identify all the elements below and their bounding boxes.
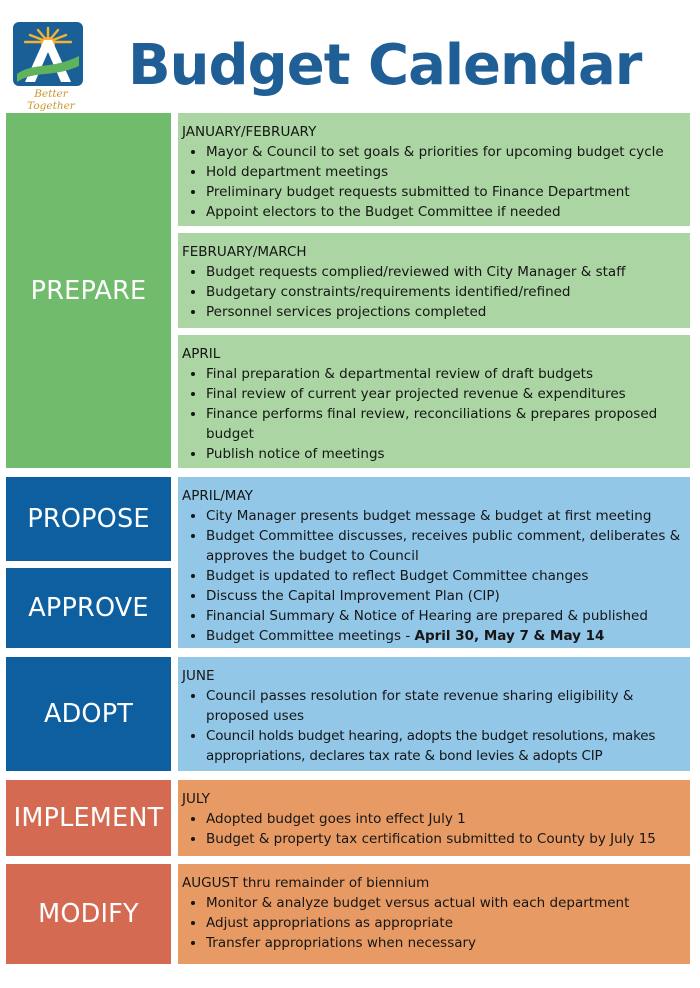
- list-item: • Budget is updated to reflect Budget Committee changes: [206, 566, 686, 586]
- city-logo: [10, 22, 90, 110]
- section-heading: AUGUST thru remainder of biennium: [182, 875, 430, 891]
- section-heading: JUNE: [182, 668, 215, 684]
- page-title: Budget Calendar: [128, 33, 642, 98]
- list-item: • Final review of current year projected revenue & expenditures: [206, 384, 686, 404]
- phase-label: IMPLEMENT: [13, 803, 164, 833]
- task-list: [182, 364, 686, 464]
- section-june: [178, 657, 690, 771]
- list-item: • Personnel services projections completed: [206, 302, 686, 322]
- list-item: • Publish notice of meetings: [206, 444, 686, 464]
- task-list: [182, 686, 686, 766]
- task-list: [182, 893, 686, 953]
- list-item: • Adjust appropriations as appropriate: [206, 913, 686, 933]
- phase-adopt: [6, 657, 171, 771]
- section-heading: FEBRUARY/MARCH: [182, 244, 307, 260]
- list-item: • Transfer appropriations when necessary: [206, 933, 686, 953]
- section-february-march: [178, 233, 690, 328]
- section-heading: APRIL: [182, 346, 221, 362]
- list-item: [206, 626, 686, 646]
- phase-label: APPROVE: [28, 593, 149, 623]
- list-item: • City Manager presents budget message & budget at first meeting: [206, 506, 686, 526]
- task-list: [182, 262, 686, 322]
- section-heading: JANUARY/FEBRUARY: [182, 124, 317, 140]
- list-item: • Adopted budget goes into effect July 1: [206, 809, 686, 829]
- list-item: • Budget Committee discusses, receives public comment, deliberates & approves the budget to Council: [206, 526, 686, 566]
- list-item: • Monitor & analyze budget versus actual with each department: [206, 893, 686, 913]
- phase-label: ADOPT: [43, 699, 134, 729]
- task-list: [182, 506, 686, 646]
- phase-implement: [6, 780, 171, 856]
- section-january-february: [178, 113, 690, 226]
- logo-a-sun-icon: [13, 22, 83, 86]
- task-list: [182, 142, 686, 222]
- list-item: • Preliminary budget requests submitted to Finance Department: [206, 182, 686, 202]
- list-item: • Discuss the Capital Improvement Plan (CIP): [206, 586, 686, 606]
- list-item: • Finance performs final review, reconciliations & prepares proposed budget: [206, 404, 686, 444]
- section-april-may: [178, 477, 690, 648]
- list-item: • Budgetary constraints/requirements identified/refined: [206, 282, 686, 302]
- list-item: • Financial Summary & Notice of Hearing are prepared & published: [206, 606, 686, 626]
- meeting-dates: April 30, May 7 & May 14: [414, 628, 605, 644]
- list-item: • Final preparation & departmental review of draft budgets: [206, 364, 686, 384]
- phase-approve: [6, 568, 171, 648]
- logo-tagline: Better Together: [27, 88, 75, 112]
- section-april: [178, 335, 690, 468]
- phase-label: MODIFY: [38, 899, 139, 929]
- section-july: [178, 780, 690, 856]
- phase-propose: [6, 477, 171, 561]
- meeting-label: Budget Committee meetings -: [206, 628, 415, 644]
- phase-prepare: [6, 113, 171, 468]
- section-heading: JULY: [182, 791, 210, 807]
- list-item: • Hold department meetings: [206, 162, 686, 182]
- list-item: • Council holds budget hearing, adopts the budget resolutions, makes appropriations, declares tax rate & bond levies & adopts CIP: [206, 726, 686, 766]
- section-august: [178, 864, 690, 964]
- list-item: • Budget requests complied/reviewed with City Manager & staff: [206, 262, 686, 282]
- phase-label: PROPOSE: [27, 504, 150, 534]
- list-item: • Budget & property tax certification submitted to County by July 15: [206, 829, 686, 849]
- list-item: • Appoint electors to the Budget Committee if needed: [206, 202, 686, 222]
- section-heading: APRIL/MAY: [182, 488, 253, 504]
- list-item: • Mayor & Council to set goals & priorities for upcoming budget cycle: [206, 142, 686, 162]
- task-list: [182, 809, 686, 849]
- phase-modify: [6, 864, 171, 964]
- phase-label: PREPARE: [30, 275, 147, 306]
- list-item: • Council passes resolution for state revenue sharing eligibility & proposed uses: [206, 686, 686, 726]
